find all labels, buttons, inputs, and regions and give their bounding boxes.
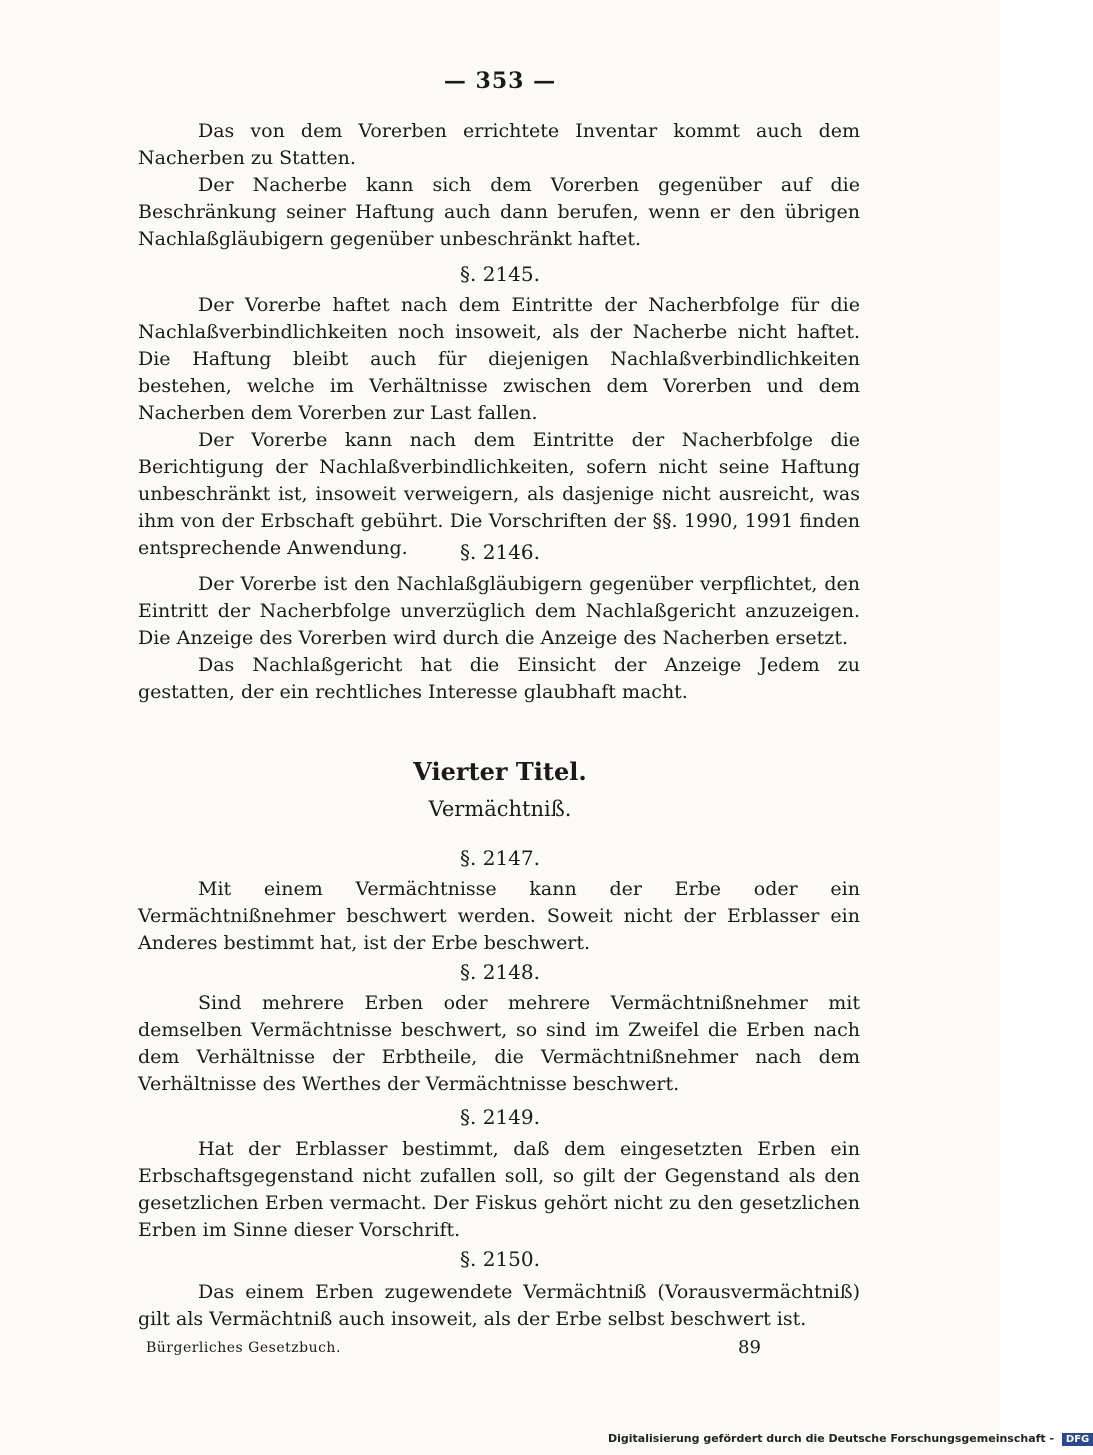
paragraph: Der Vorerbe haftet nach dem Eintritte der Nacherbfolge für die Nachlaßverbindlichkeiten noch insoweit, als der Nacherbe nicht haftet. Die Haftung bleibt auch für diejenigen Nachlaßverbindlichkeiten bestehen, welche im Verhältnisse zwischen dem Vorerben und dem Nacherben dem Vorerben zur Last fallen. <box>138 294 860 424</box>
section-heading-2145: §. 2145. <box>460 262 540 286</box>
section-2148-text <box>138 990 860 1098</box>
section-heading-2148: §. 2148. <box>460 960 540 984</box>
paragraph: Der Vorerbe kann nach dem Eintritte der Nacherbfolge die Berichtigung der Nachlaßverbindlichkeiten, sofern nicht seine Haftung unbeschränkt ist, insoweit verweigern, als dasjenige nicht ausreicht, was ihm von der Erbschaft gebührt. Die Vorschriften der §§. 1990, 1991 finden entsprechende Anwendung. <box>138 429 860 559</box>
dfg-notice-text: Digitalisierung gefördert durch die Deutsche Forschungsgemeinschaft - <box>608 1432 1055 1445</box>
dfg-logo-icon: DFG <box>1062 1433 1093 1446</box>
section-2149-text <box>138 1136 860 1244</box>
section-heading-2147: §. 2147. <box>460 846 540 870</box>
section-2146-text <box>138 571 860 706</box>
intro-text-block <box>138 118 860 253</box>
paragraph: Der Vorerbe ist den Nachlaßgläubigern gegenüber verpflichtet, den Eintritt der Nacherbfolge unverzüglich dem Nachlaßgericht anzuzeigen. Die Anzeige des Vorerben wird durch die Anzeige des Nacherben ersetzt. <box>138 573 860 649</box>
section-2145-text <box>138 292 860 562</box>
section-heading-2149: §. 2149. <box>460 1105 540 1129</box>
dfg-notice <box>608 1432 1093 1446</box>
paragraph: Das einem Erben zugewendete Vermächtniß (Vorausvermächtniß) gilt als Vermächtniß auch insoweit, als der Erbe selbst beschwert ist. <box>138 1281 860 1330</box>
footer-book-title: Bürgerliches Gesetzbuch. <box>146 1340 341 1356</box>
title-heading: Vierter Titel. <box>413 757 587 786</box>
section-2150-text <box>138 1279 860 1333</box>
paragraph: Der Nacherbe kann sich dem Vorerben gegenüber auf die Beschränkung seiner Haftung auch dann berufen, wenn er den übrigen Nachlaßgläubigern gegenüber unbeschränkt haftet. <box>138 174 860 250</box>
paragraph: Hat der Erblasser bestimmt, daß dem eingesetzten Erben ein Erbschaftsgegenstand nicht zufallen soll, so gilt der Gegenstand als den gesetzlichen Erben vermacht. Der Fiskus gehört nicht zu den gesetzlichen Erben im Sinne dieser Vorschrift. <box>138 1138 860 1241</box>
section-heading-2150: §. 2150. <box>460 1247 540 1271</box>
section-heading-2146: §. 2146. <box>460 540 540 564</box>
paragraph: Mit einem Vermächtnisse kann der Erbe oder ein Vermächtnißnehmer beschwert werden. Soweit nicht der Erblasser ein Anderes bestimmt hat, ist der Erbe beschwert. <box>138 878 860 954</box>
footer-signature: 89 <box>738 1337 761 1358</box>
paragraph: Sind mehrere Erben oder mehrere Vermächtnißnehmer mit demselben Vermächtnisse beschwert, so sind im Zweifel die Erben nach dem Verhältnisse der Erbtheile, die Vermächtnißnehmer nach dem Verhältnisse des Werthes der Vermächtnisse beschwert. <box>138 992 860 1095</box>
paragraph: Das Nachlaßgericht hat die Einsicht der Anzeige Jedem zu gestatten, der ein rechtliches Interesse glaubhaft macht. <box>138 654 860 703</box>
section-2147-text <box>138 876 860 957</box>
page-number: — 353 — <box>443 68 557 94</box>
paragraph: Das von dem Vorerben errichtete Inventar kommt auch dem Nacherben zu Statten. <box>138 120 860 169</box>
subtitle-heading: Vermächtniß. <box>428 797 572 821</box>
